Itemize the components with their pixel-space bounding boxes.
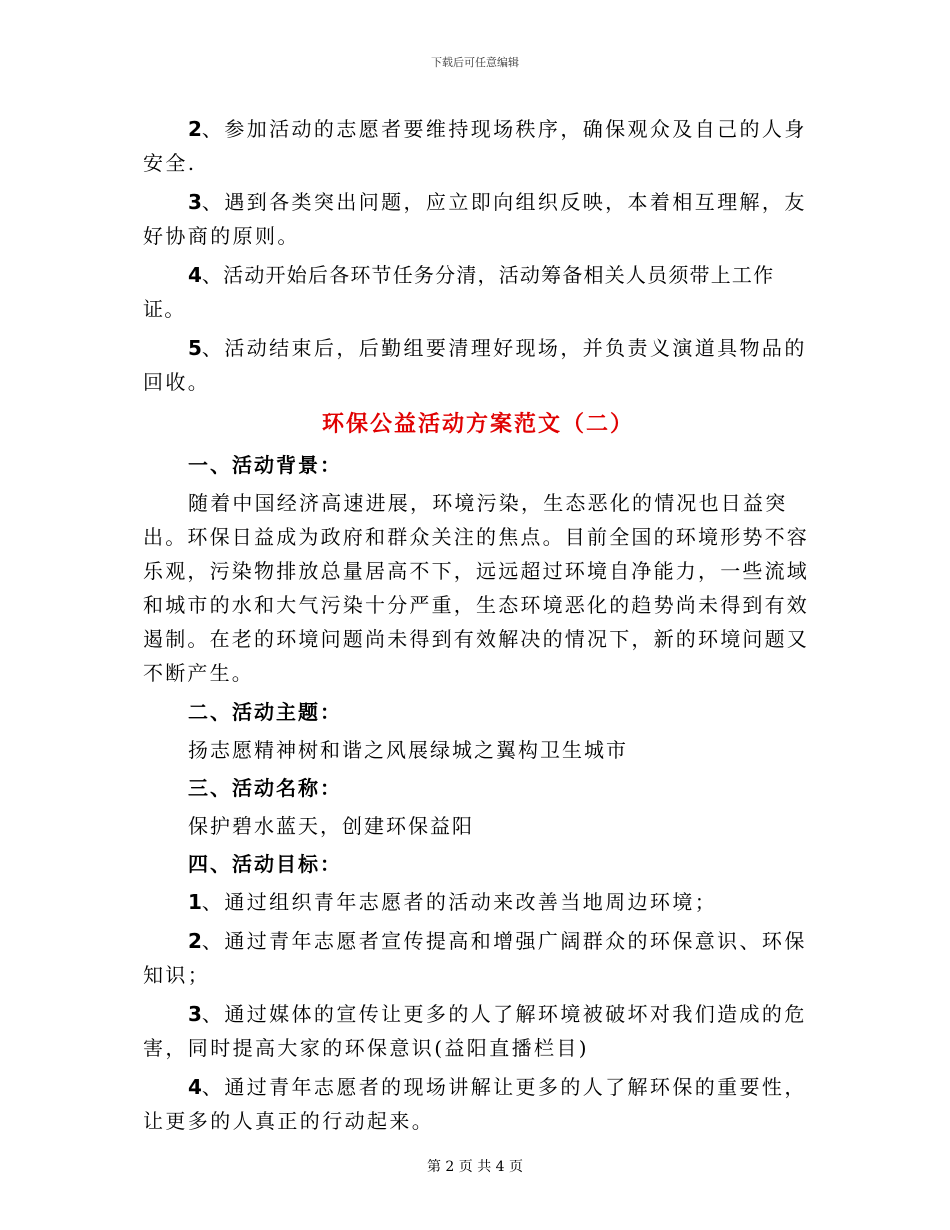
list-item [143, 112, 813, 180]
background-paragraph: 随着中国经济高速进展，环境污染，生态恶化的情况也日益突出。环保日益成为政府和群众关注的焦点。目前全国的环境形势不容乐观，污染物排放总量居高不下，远远超过环境自净能力，一些流域和城市的水和大气污染十分严重，生态环境恶化的趋势尚未得到有效遏制。在老的环境问题尚未得到有效解决的情况下，新的环境问题又不断产生。 [143, 491, 809, 685]
page-number: 第 2 页 共 4 页 [426, 1159, 524, 1175]
item-number: 2 [188, 929, 202, 953]
name-text: 保护碧水蓝天，创建环保益阳 [188, 814, 474, 838]
item-text: 、参加活动的志愿者要维持现场秩序，确保观众及自己的人身安全. [143, 117, 807, 175]
theme-text: 扬志愿精神树和谐之风展绿城之翼构卫生城市 [188, 738, 628, 762]
list-item [143, 185, 813, 253]
heading-theme: 二、活动主题： [188, 700, 342, 724]
heading-name: 三、活动名称： [188, 776, 342, 800]
list-item [143, 331, 813, 399]
item-number: 5 [188, 336, 202, 360]
document-body [143, 112, 813, 1143]
heading-goals: 四、活动目标： [188, 852, 342, 876]
item-text: 、遇到各类突出问题，应立即向组织反映，本着相互理解，友好协商的原则。 [143, 190, 807, 248]
item-number: 4 [188, 1075, 202, 1099]
list-item [143, 1070, 813, 1138]
item-text: 、通过青年志愿者宣传提高和增强广阔群众的环保意识、环保知识； [143, 929, 807, 987]
section-title: 环保公益活动方案范文（二） [321, 411, 634, 437]
header-note: 下载后可任意编辑 [431, 56, 519, 69]
item-text: 、通过组织青年志愿者的活动来改善当地周边环境； [201, 890, 718, 914]
list-item [143, 997, 813, 1065]
item-text: 、通过青年志愿者的现场讲解让更多的人了解环保的重要性，让更多的人真正的行动起来。 [143, 1075, 807, 1133]
item-number: 1 [188, 890, 202, 914]
item-number: 3 [188, 190, 202, 214]
item-text: 、通过媒体的宣传让更多的人了解环境被破坏对我们造成的危害，同时提高大家的环保意识(益阳直播栏目) [143, 1002, 807, 1060]
item-number: 3 [188, 1002, 202, 1026]
item-number: 2 [188, 117, 202, 141]
item-text: 、活动开始后各环节任务分清，活动筹备相关人员须带上工作证。 [143, 263, 775, 321]
item-text: 、活动结束后，后勤组要清理好现场，并负责义演道具物品的回收。 [143, 336, 807, 394]
list-item [143, 885, 813, 919]
list-item [143, 924, 813, 992]
list-item [143, 258, 813, 326]
item-number: 4 [188, 263, 202, 287]
heading-background: 一、活动背景： [188, 453, 342, 477]
